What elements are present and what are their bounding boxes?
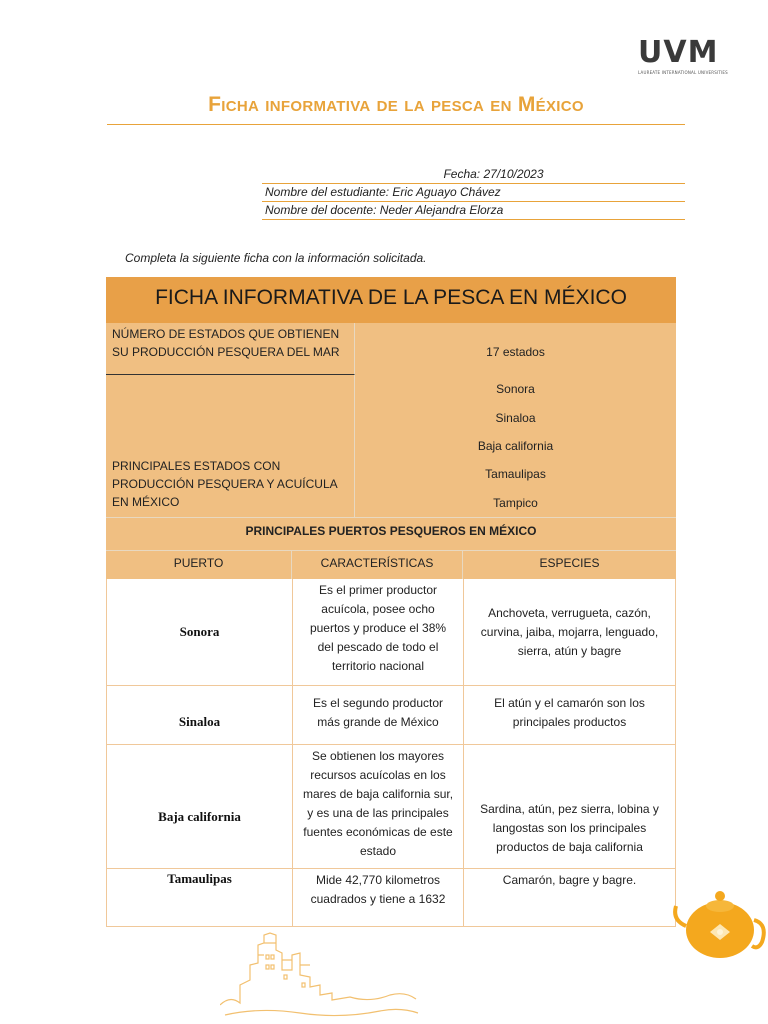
page-title: Ficha informativa de la pesca en México bbox=[208, 93, 584, 116]
port-name: Sinaloa bbox=[107, 686, 293, 744]
state-item: Sinaloa bbox=[495, 410, 536, 425]
port-species: El atún y el camarón son los principales productos bbox=[494, 696, 645, 729]
teacher-name-field: Nombre del docente: Neder Alejandra Elorza bbox=[262, 202, 685, 220]
main-states-list bbox=[355, 375, 676, 517]
port-name: Tamaulipas bbox=[107, 869, 293, 926]
states-count-value: 17 estados bbox=[486, 345, 545, 359]
port-species: Anchoveta, verrugueta, cazón, curvina, jaiba, mojarra, lenguado, sierra, atún y bagre bbox=[480, 605, 659, 658]
states-count-label: NÚMERO DE ESTADOS QUE OBTIENEN SU PRODUCCIÓN PESQUERA DEL MAR bbox=[106, 323, 355, 375]
teapot-illustration bbox=[672, 880, 768, 980]
port-species: Camarón, bagre y bagre. bbox=[502, 873, 637, 887]
ports-section-title: PRINCIPALES PUERTOS PESQUEROS EN MÉXICO bbox=[106, 518, 676, 550]
state-item: Baja california bbox=[477, 438, 554, 453]
instruction-text: Completa la siguiente ficha con la información solicitada. bbox=[125, 251, 427, 265]
main-states-row bbox=[106, 375, 676, 518]
port-characteristics: Es el primer productor acuícola, posee ocho puertos y produce el 38% del pescado de todo el territorio nacional bbox=[293, 579, 464, 685]
port-characteristics: Mide 42,770 kilometros cuadrados y tiene a 1632 bbox=[293, 869, 464, 926]
city-skyline-illustration bbox=[220, 925, 420, 1021]
port-characteristics: Se obtienen los mayores recursos acuícolas en los mares de baja california sur, y es una de las principales fuentes económicas de este estado bbox=[293, 745, 464, 868]
table-row bbox=[106, 579, 676, 686]
column-header-port: PUERTO bbox=[106, 551, 292, 579]
state-item: Tampico bbox=[493, 495, 538, 510]
uvm-logo bbox=[638, 35, 728, 75]
column-header-species: ESPECIES bbox=[539, 556, 600, 570]
column-header-characteristics: CARACTERÍSTICAS bbox=[292, 551, 463, 579]
state-item: Sonora bbox=[496, 382, 535, 397]
state-item: Tamaulipas bbox=[485, 467, 546, 482]
logo-subtitle: LAUREATE INTERNATIONAL UNIVERSITIES bbox=[638, 70, 728, 75]
main-states-label: PRINCIPALES ESTADOS CON PRODUCCIÓN PESQUERA Y ACUÍCULA EN MÉXICO bbox=[106, 375, 355, 517]
port-name: Sonora bbox=[107, 579, 293, 685]
states-count-row bbox=[106, 323, 676, 375]
port-characteristics: Es el segundo productor más grande de México bbox=[293, 686, 464, 744]
port-species: Sardina, atún, pez sierra, lobina y langostas son los principales productos de baja california bbox=[480, 802, 659, 854]
info-sheet-table bbox=[106, 277, 676, 927]
table-row bbox=[106, 686, 676, 745]
title-divider bbox=[107, 124, 685, 125]
port-name: Baja california bbox=[107, 745, 293, 868]
date-field: Fecha: 27/10/2023 bbox=[262, 166, 685, 184]
logo-text: UVM bbox=[638, 35, 719, 70]
ports-table-header bbox=[106, 550, 676, 579]
sheet-header: FICHA INFORMATIVA DE LA PESCA EN MÉXICO bbox=[106, 277, 676, 323]
table-row bbox=[106, 869, 676, 927]
table-row bbox=[106, 745, 676, 869]
student-name-field: Nombre del estudiante: Eric Aguayo Chávez bbox=[262, 184, 685, 202]
